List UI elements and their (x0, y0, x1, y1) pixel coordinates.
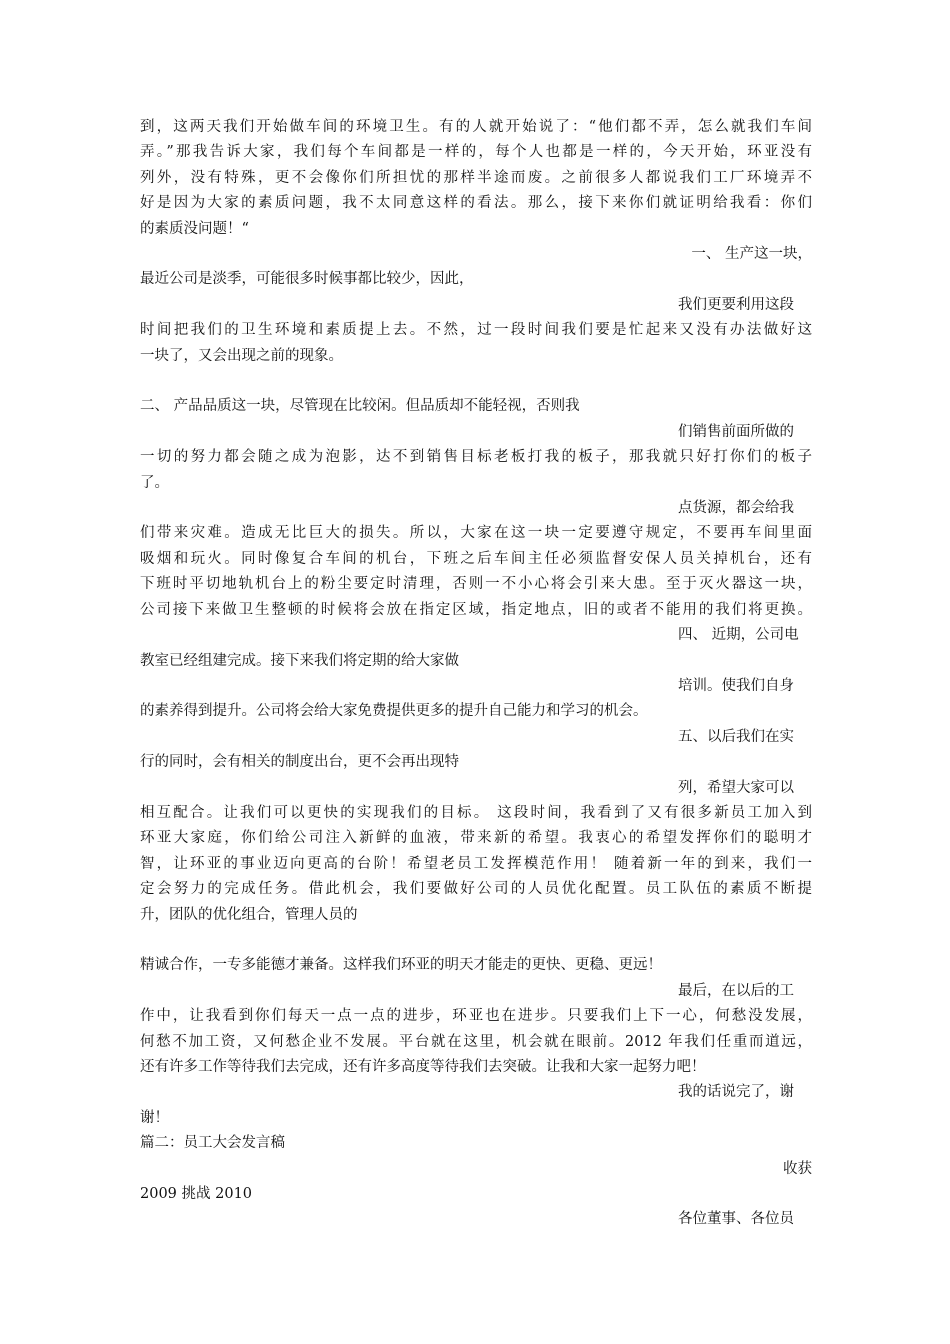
text-line: 各位董事、各位员 (678, 1211, 794, 1228)
text-line: 五、以后我们在实 (678, 728, 794, 745)
text-line: 谢！ (140, 1109, 169, 1126)
text-line: 作中，让我看到你们每天一点一点的进步，环亚也在进步。只要我们上下一心，何愁没发展， (140, 1008, 812, 1025)
text-line: 点货源，都会给我 (678, 500, 794, 517)
text-line: 还有许多工作等待我们去完成，还有许多高度等待我们去突破。让我和大家一起努力吧！ (140, 1059, 706, 1075)
text-line: 最后，在以后的工 (678, 982, 794, 999)
text-line: 的素质没问题！“ (140, 220, 249, 237)
text-line: 教室已经组建完成。接下来我们将定期的给大家做 (140, 652, 459, 669)
text-line: 的素养得到提升。公司将会给大家免费提供更多的提升自己能力和学习的机会。 (140, 703, 648, 720)
text-line: 了。 (140, 474, 169, 491)
text-line: 我的话说完了，谢 (678, 1084, 794, 1101)
text-line: 行的同时，会有相关的制度出台，更不会再出现特 (140, 754, 459, 771)
text-line: 弄。”那我告诉大家，我们每个车间都是一样的，每个人也都是一样的，今天开始，环亚没有 (140, 144, 812, 161)
text-line: 培训。使我们自身 (678, 677, 794, 694)
text-line: 篇二：员工大会发言稿 (140, 1135, 285, 1152)
text-line: 一、 生产这一块， (691, 246, 812, 263)
text-line: 一切的努力都会随之成为泡影，达不到销售目标老板打我的板子，那我就只好打你们的板子 (140, 449, 812, 466)
text-line: 我们更要利用这段 (678, 296, 794, 313)
text-line: 何愁不加工资，又何愁企业不发展。平台就在这里，机会就在眼前。2012 年我们任重而道远， (140, 1033, 812, 1050)
text-line: 下班时平切地轨机台上的粉尘要定时清理，否则一不小心将会引来大患。至于灭火器这一块， (140, 576, 812, 593)
text-line: 列外，没有特殊，更不会像你们所担忧的那样半途而废。之前很多人都说我们工厂环境弄不 (140, 169, 812, 186)
text-line: 二、 产品品质这一块，尽管现在比较闲。但品质却不能轻视，否则我 (140, 398, 580, 415)
text-line: 环亚大家庭，你们给公司注入新鲜的血液，带来新的希望。我衷心的希望发挥你们的聪明才 (140, 830, 812, 847)
text-line: 到，这两天我们开始做车间的环境卫生。有的人就开始说了：“他们都不弄，怎么就我们车间 (140, 119, 812, 135)
blank-line (140, 369, 812, 394)
text-line: 一块了，又会出现之前的现象。 (140, 347, 343, 364)
text-line: 们销售前面所做的 (678, 423, 794, 440)
text-line: 四、 近期，公司电 (678, 627, 799, 644)
text-line: 公司接下来做卫生整顿的时候将会放在指定区域，指定地点，旧的或者不能用的我们将更换。 (140, 601, 812, 618)
text-line: 精诚合作，一专多能德才兼备。这样我们环亚的明天才能走的更快、更稳、更远！ (140, 957, 662, 974)
text-line: 2009 挑战 2010 (140, 1186, 253, 1203)
text-line: 时间把我们的卫生环境和素质提上去。不然，过一段时间我们要是忙起来又没有办法做好这 (140, 322, 812, 339)
text-line: 最近公司是淡季，可能很多时候事都比较少，因此， (140, 271, 474, 288)
text-line: 升，团队的优化组合，管理人员的 (140, 906, 358, 923)
text-line: 相互配合。让我们可以更快的实现我们的目标。 这段时间，我看到了又有很多新员工加入到 (140, 804, 812, 821)
blank-line (140, 928, 812, 953)
text-line: 吸烟和玩火。同时像复合车间的机台，下班之后车间主任必须监督安保人员关掉机台，还有 (140, 550, 812, 567)
text-line: 好是因为大家的素质问题，我不太同意这样的看法。那么，接下来你们就证明给我看：你们 (140, 195, 812, 212)
text-line: 列，希望大家可以 (678, 779, 794, 796)
text-line: 们带来灾难。造成无比巨大的损失。所以，大家在这一块一定要遵守规定，不要再车间里面 (140, 525, 812, 542)
text-line: 定会努力的完成任务。借此机会，我们要做好公司的人员优化配置。员工队伍的素质不断提 (140, 881, 812, 898)
text-line: 智，让环亚的事业迈向更高的台阶！希望老员工发挥模范作用！ 随着新一年的到来，我们一 (140, 855, 812, 872)
text-line: 收获 (783, 1160, 812, 1177)
document-page (140, 115, 812, 1233)
